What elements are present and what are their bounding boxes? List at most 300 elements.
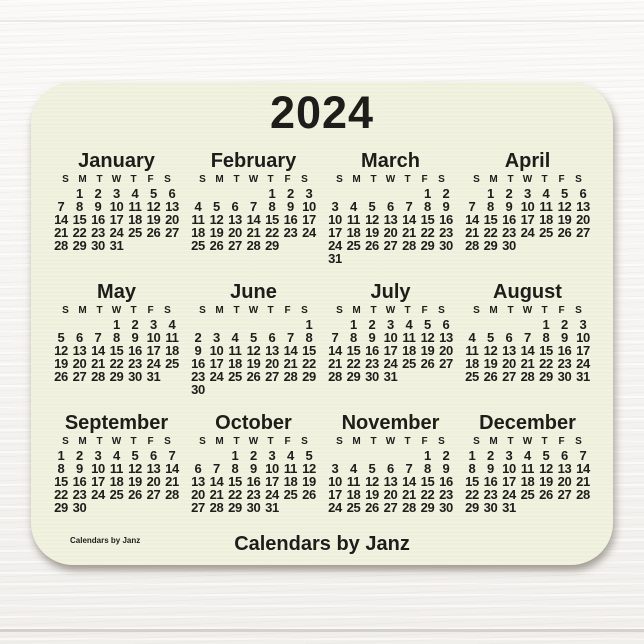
date-cell: 28 <box>576 487 590 502</box>
date-cell: 11 <box>191 212 205 227</box>
date-cell: 21 <box>283 356 298 371</box>
date-cell: 5 <box>57 330 65 345</box>
date-cell: 7 <box>468 199 476 214</box>
date-cell: 2 <box>76 448 83 463</box>
date-cell: 13 <box>228 212 242 227</box>
date-cell: 29 <box>465 500 479 515</box>
date-cell: 9 <box>442 199 450 214</box>
date-cell: 10 <box>328 474 342 489</box>
date-cell: 5 <box>487 330 494 345</box>
day-header: S <box>301 174 308 185</box>
month-block <box>322 412 459 543</box>
empty-cell <box>437 370 456 383</box>
empty-cell <box>418 370 437 383</box>
weeks <box>185 187 322 252</box>
date-cell: 18 <box>283 474 298 489</box>
date-cell: 17 <box>520 212 535 227</box>
date-cell: 13 <box>557 461 572 476</box>
date-cell: 29 <box>109 369 124 384</box>
date-cell: 8 <box>487 199 494 214</box>
date-cell: 5 <box>561 186 568 201</box>
date-cell: 24 <box>328 500 342 515</box>
date-cell: 20 <box>502 356 516 371</box>
day-header: F <box>284 305 291 316</box>
date-cell: 5 <box>542 448 550 463</box>
weeks <box>322 318 459 383</box>
date-cell: 11 <box>283 461 298 476</box>
date-cell: 1 <box>468 448 476 463</box>
day-header: S <box>199 305 206 316</box>
week-row <box>459 226 596 239</box>
day-header: F <box>421 305 428 316</box>
date-cell: 8 <box>113 330 120 345</box>
date-cell: 18 <box>346 487 361 502</box>
date-cell: 15 <box>265 212 279 227</box>
date-cell: 3 <box>579 317 587 332</box>
week-row <box>322 370 459 383</box>
date-cell: 15 <box>539 343 553 358</box>
date-cell: 29 <box>483 238 498 253</box>
empty-cell <box>281 239 300 252</box>
date-cell: 28 <box>209 500 224 515</box>
date-cell: 8 <box>76 199 83 214</box>
date-cell: 15 <box>420 212 435 227</box>
date-cell: 4 <box>405 317 413 332</box>
empty-cell <box>281 383 300 396</box>
date-cell: 25 <box>165 356 179 371</box>
date-cell: 19 <box>209 225 224 240</box>
date-cell: 29 <box>346 369 361 384</box>
date-cell: 3 <box>387 317 394 332</box>
date-cell: 15 <box>346 343 361 358</box>
day-header: W <box>111 174 122 185</box>
date-cell: 19 <box>246 356 261 371</box>
date-cell: 26 <box>209 238 224 253</box>
date-cell: 15 <box>302 343 316 358</box>
date-cell: 20 <box>439 343 453 358</box>
date-cell: 15 <box>465 474 479 489</box>
date-cell: 28 <box>54 238 68 253</box>
date-cell: 20 <box>228 225 242 240</box>
date-cell: 23 <box>191 369 205 384</box>
date-cell: 6 <box>194 461 202 476</box>
date-cell: 14 <box>283 343 298 358</box>
date-cell: 30 <box>439 238 453 253</box>
date-cell: 16 <box>502 212 516 227</box>
date-cell: 5 <box>305 448 313 463</box>
date-cell: 5 <box>250 330 257 345</box>
date-cell: 25 <box>346 238 361 253</box>
week-row <box>48 488 185 501</box>
day-header: W <box>522 305 533 316</box>
date-cell: 5 <box>424 317 431 332</box>
date-cell: 21 <box>54 225 68 240</box>
date-cell: 3 <box>331 199 339 214</box>
day-header: M <box>78 305 87 316</box>
day-header: S <box>438 305 445 316</box>
day-of-week-headers <box>322 174 459 186</box>
date-cell: 10 <box>302 199 316 214</box>
date-cell: 18 <box>346 225 361 240</box>
date-cell: 21 <box>402 225 416 240</box>
date-cell: 1 <box>424 186 431 201</box>
week-row <box>459 501 596 514</box>
date-cell: 29 <box>539 369 553 384</box>
empty-cell <box>89 501 108 514</box>
date-cell: 19 <box>420 343 435 358</box>
date-cell: 28 <box>165 487 179 502</box>
day-header: M <box>352 436 361 447</box>
date-cell: 7 <box>405 461 413 476</box>
date-cell: 15 <box>54 474 68 489</box>
week-row <box>322 239 459 252</box>
date-cell: 16 <box>72 474 87 489</box>
date-cell: 15 <box>109 343 124 358</box>
date-cell: 3 <box>94 448 102 463</box>
day-header: S <box>164 174 171 185</box>
date-cell: 13 <box>191 474 205 489</box>
date-cell: 23 <box>246 487 261 502</box>
day-header: T <box>507 305 514 316</box>
date-cell: 11 <box>228 343 242 358</box>
date-cell: 2 <box>487 448 494 463</box>
date-cell: 27 <box>146 487 161 502</box>
date-cell: 8 <box>305 330 313 345</box>
date-cell: 16 <box>283 212 298 227</box>
weeks <box>185 449 322 514</box>
empty-cell <box>300 501 319 514</box>
empty-cell <box>300 239 319 252</box>
date-cell: 10 <box>265 461 279 476</box>
day-header: W <box>385 305 396 316</box>
day-header: T <box>267 305 274 316</box>
day-header: S <box>164 436 171 447</box>
date-cell: 8 <box>424 461 431 476</box>
day-header: T <box>130 305 137 316</box>
date-cell: 15 <box>420 474 435 489</box>
date-cell: 22 <box>302 356 316 371</box>
day-header: T <box>96 174 103 185</box>
date-cell: 6 <box>387 199 394 214</box>
day-header: M <box>215 305 224 316</box>
date-cell: 2 <box>287 186 294 201</box>
day-header: S <box>575 305 582 316</box>
date-cell: 12 <box>365 474 379 489</box>
date-cell: 9 <box>131 330 139 345</box>
week-row <box>322 252 459 265</box>
date-cell: 18 <box>402 343 416 358</box>
date-cell: 24 <box>576 356 590 371</box>
month-name: November <box>341 412 440 434</box>
date-cell: 24 <box>209 369 224 384</box>
date-cell: 3 <box>524 186 531 201</box>
empty-cell <box>437 252 456 265</box>
date-cell: 23 <box>365 356 379 371</box>
date-cell: 19 <box>483 356 498 371</box>
empty-cell <box>126 501 145 514</box>
date-cell: 29 <box>420 500 435 515</box>
date-cell: 5 <box>150 186 157 201</box>
date-cell: 23 <box>439 487 453 502</box>
date-cell: 1 <box>57 448 65 463</box>
day-header: S <box>575 174 582 185</box>
day-header: S <box>62 174 69 185</box>
month-block <box>459 412 596 543</box>
date-cell: 3 <box>150 317 157 332</box>
day-header: S <box>336 174 343 185</box>
day-header: F <box>147 174 154 185</box>
date-cell: 14 <box>91 343 105 358</box>
week-row <box>459 370 596 383</box>
date-cell: 17 <box>502 474 516 489</box>
date-cell: 13 <box>439 330 453 345</box>
date-cell: 29 <box>72 238 87 253</box>
date-cell: 20 <box>265 356 279 371</box>
date-cell: 9 <box>487 461 494 476</box>
date-cell: 16 <box>365 343 379 358</box>
empty-cell <box>163 501 182 514</box>
date-cell: 18 <box>520 474 535 489</box>
date-cell: 13 <box>72 343 87 358</box>
date-cell: 21 <box>328 356 342 371</box>
day-of-week-headers <box>48 436 185 448</box>
date-cell: 29 <box>265 238 279 253</box>
date-cell: 24 <box>265 487 279 502</box>
date-cell: 12 <box>365 212 379 227</box>
date-cell: 6 <box>579 186 587 201</box>
date-cell: 17 <box>576 343 590 358</box>
date-cell: 30 <box>502 238 516 253</box>
month-block <box>322 281 459 412</box>
date-cell: 22 <box>483 225 498 240</box>
date-cell: 17 <box>209 356 224 371</box>
date-cell: 29 <box>54 500 68 515</box>
date-cell: 7 <box>57 199 65 214</box>
date-cell: 18 <box>465 356 479 371</box>
day-header: F <box>421 174 428 185</box>
date-cell: 21 <box>465 225 479 240</box>
date-cell: 9 <box>368 330 376 345</box>
weeks <box>322 449 459 514</box>
date-cell: 14 <box>209 474 224 489</box>
date-cell: 18 <box>191 225 205 240</box>
day-header: M <box>215 436 224 447</box>
date-cell: 22 <box>54 487 68 502</box>
day-header: W <box>111 436 122 447</box>
date-cell: 14 <box>328 343 342 358</box>
date-cell: 22 <box>72 225 87 240</box>
day-of-week-headers <box>48 174 185 186</box>
date-cell: 8 <box>424 199 431 214</box>
day-of-week-headers <box>459 174 596 186</box>
date-cell: 12 <box>539 461 553 476</box>
empty-cell <box>363 252 382 265</box>
date-cell: 15 <box>483 212 498 227</box>
date-cell: 11 <box>165 330 179 345</box>
date-cell: 14 <box>54 212 68 227</box>
date-cell: 31 <box>109 238 124 253</box>
calendar-mousepad <box>31 82 613 565</box>
date-cell: 18 <box>165 343 179 358</box>
date-cell: 9 <box>194 343 202 358</box>
date-cell: 19 <box>128 474 142 489</box>
date-cell: 3 <box>268 448 276 463</box>
week-row <box>185 501 322 514</box>
day-of-week-headers <box>185 174 322 186</box>
day-header: F <box>558 436 565 447</box>
empty-cell <box>418 252 437 265</box>
date-cell: 4 <box>131 186 139 201</box>
date-cell: 27 <box>265 369 279 384</box>
date-cell: 2 <box>368 317 376 332</box>
date-cell: 27 <box>383 500 398 515</box>
date-cell: 30 <box>557 369 572 384</box>
date-cell: 4 <box>524 448 531 463</box>
day-header: F <box>147 436 154 447</box>
date-cell: 19 <box>54 356 68 371</box>
day-header: T <box>233 174 240 185</box>
date-cell: 18 <box>128 212 142 227</box>
week-row <box>48 501 185 514</box>
date-cell: 22 <box>109 356 124 371</box>
day-header: S <box>336 436 343 447</box>
date-cell: 25 <box>283 487 298 502</box>
date-cell: 10 <box>146 330 161 345</box>
date-cell: 30 <box>72 500 87 515</box>
day-header: T <box>233 305 240 316</box>
month-name: August <box>493 281 562 303</box>
weeks <box>322 187 459 265</box>
day-of-week-headers <box>322 436 459 448</box>
weeks <box>459 449 596 514</box>
date-cell: 16 <box>246 474 261 489</box>
date-cell: 17 <box>91 474 105 489</box>
date-cell: 1 <box>487 186 494 201</box>
date-cell: 5 <box>131 448 139 463</box>
date-cell: 2 <box>131 317 139 332</box>
brand-footer: Calendars by Janz <box>234 533 410 555</box>
date-cell: 19 <box>146 212 161 227</box>
day-header: M <box>215 174 224 185</box>
date-cell: 27 <box>72 369 87 384</box>
date-cell: 4 <box>194 199 202 214</box>
date-cell: 27 <box>502 369 516 384</box>
day-header: T <box>233 436 240 447</box>
date-cell: 27 <box>576 225 590 240</box>
date-cell: 1 <box>231 448 239 463</box>
date-cell: 24 <box>146 356 161 371</box>
date-cell: 17 <box>146 343 161 358</box>
wood-grain-line <box>0 629 644 632</box>
date-cell: 4 <box>113 448 120 463</box>
date-cell: 10 <box>209 343 224 358</box>
day-of-week-headers <box>185 305 322 317</box>
date-cell: 24 <box>328 238 342 253</box>
date-cell: 12 <box>146 199 161 214</box>
date-cell: 13 <box>165 199 179 214</box>
month-name: January <box>78 150 155 172</box>
day-header: M <box>489 305 498 316</box>
day-header: S <box>336 305 343 316</box>
month-block <box>48 412 185 543</box>
year-title: 2024 <box>269 87 375 138</box>
date-cell: 12 <box>557 199 572 214</box>
date-cell: 21 <box>576 474 590 489</box>
date-cell: 8 <box>231 461 239 476</box>
empty-cell <box>107 501 126 514</box>
date-cell: 31 <box>383 369 398 384</box>
date-cell: 22 <box>420 225 435 240</box>
empty-cell <box>344 252 363 265</box>
date-cell: 3 <box>305 186 313 201</box>
date-cell: 6 <box>561 448 568 463</box>
date-cell: 17 <box>328 487 342 502</box>
credit-text: Calendars by Janz <box>70 536 141 545</box>
date-cell: 11 <box>539 199 553 214</box>
date-cell: 28 <box>246 238 261 253</box>
date-cell: 8 <box>57 461 65 476</box>
date-cell: 28 <box>465 238 479 253</box>
months-grid <box>31 150 613 543</box>
date-cell: 16 <box>439 474 453 489</box>
date-cell: 11 <box>128 199 142 214</box>
day-header: S <box>301 436 308 447</box>
date-cell: 14 <box>520 343 535 358</box>
date-cell: 19 <box>365 487 379 502</box>
date-cell: 19 <box>365 225 379 240</box>
empty-cell <box>226 383 245 396</box>
day-header: F <box>284 436 291 447</box>
week-row <box>459 239 596 252</box>
date-cell: 1 <box>350 317 357 332</box>
day-header: S <box>164 305 171 316</box>
day-header: T <box>130 436 137 447</box>
date-cell: 11 <box>109 461 124 476</box>
date-cell: 31 <box>265 500 279 515</box>
date-cell: 30 <box>246 500 261 515</box>
date-cell: 25 <box>520 487 535 502</box>
date-cell: 28 <box>91 369 105 384</box>
empty-cell <box>300 383 319 396</box>
day-header: M <box>352 174 361 185</box>
date-cell: 13 <box>576 199 590 214</box>
date-cell: 3 <box>113 186 120 201</box>
month-block <box>185 281 322 412</box>
date-cell: 23 <box>91 225 105 240</box>
month-name: March <box>361 150 420 172</box>
empty-cell <box>400 252 419 265</box>
date-cell: 31 <box>328 251 342 266</box>
date-cell: 27 <box>383 238 398 253</box>
empty-cell <box>518 239 537 252</box>
date-cell: 1 <box>305 317 313 332</box>
day-header: F <box>284 174 291 185</box>
date-cell: 22 <box>265 225 279 240</box>
date-cell: 29 <box>302 369 316 384</box>
date-cell: 25 <box>346 500 361 515</box>
date-cell: 4 <box>542 186 550 201</box>
date-cell: 30 <box>191 382 205 397</box>
month-block <box>185 150 322 281</box>
day-header: T <box>541 174 548 185</box>
empty-cell <box>126 239 145 252</box>
date-cell: 18 <box>109 474 124 489</box>
date-cell: 13 <box>146 461 161 476</box>
empty-cell <box>574 501 593 514</box>
week-row <box>185 370 322 383</box>
date-cell: 12 <box>128 461 142 476</box>
day-header: S <box>473 174 480 185</box>
